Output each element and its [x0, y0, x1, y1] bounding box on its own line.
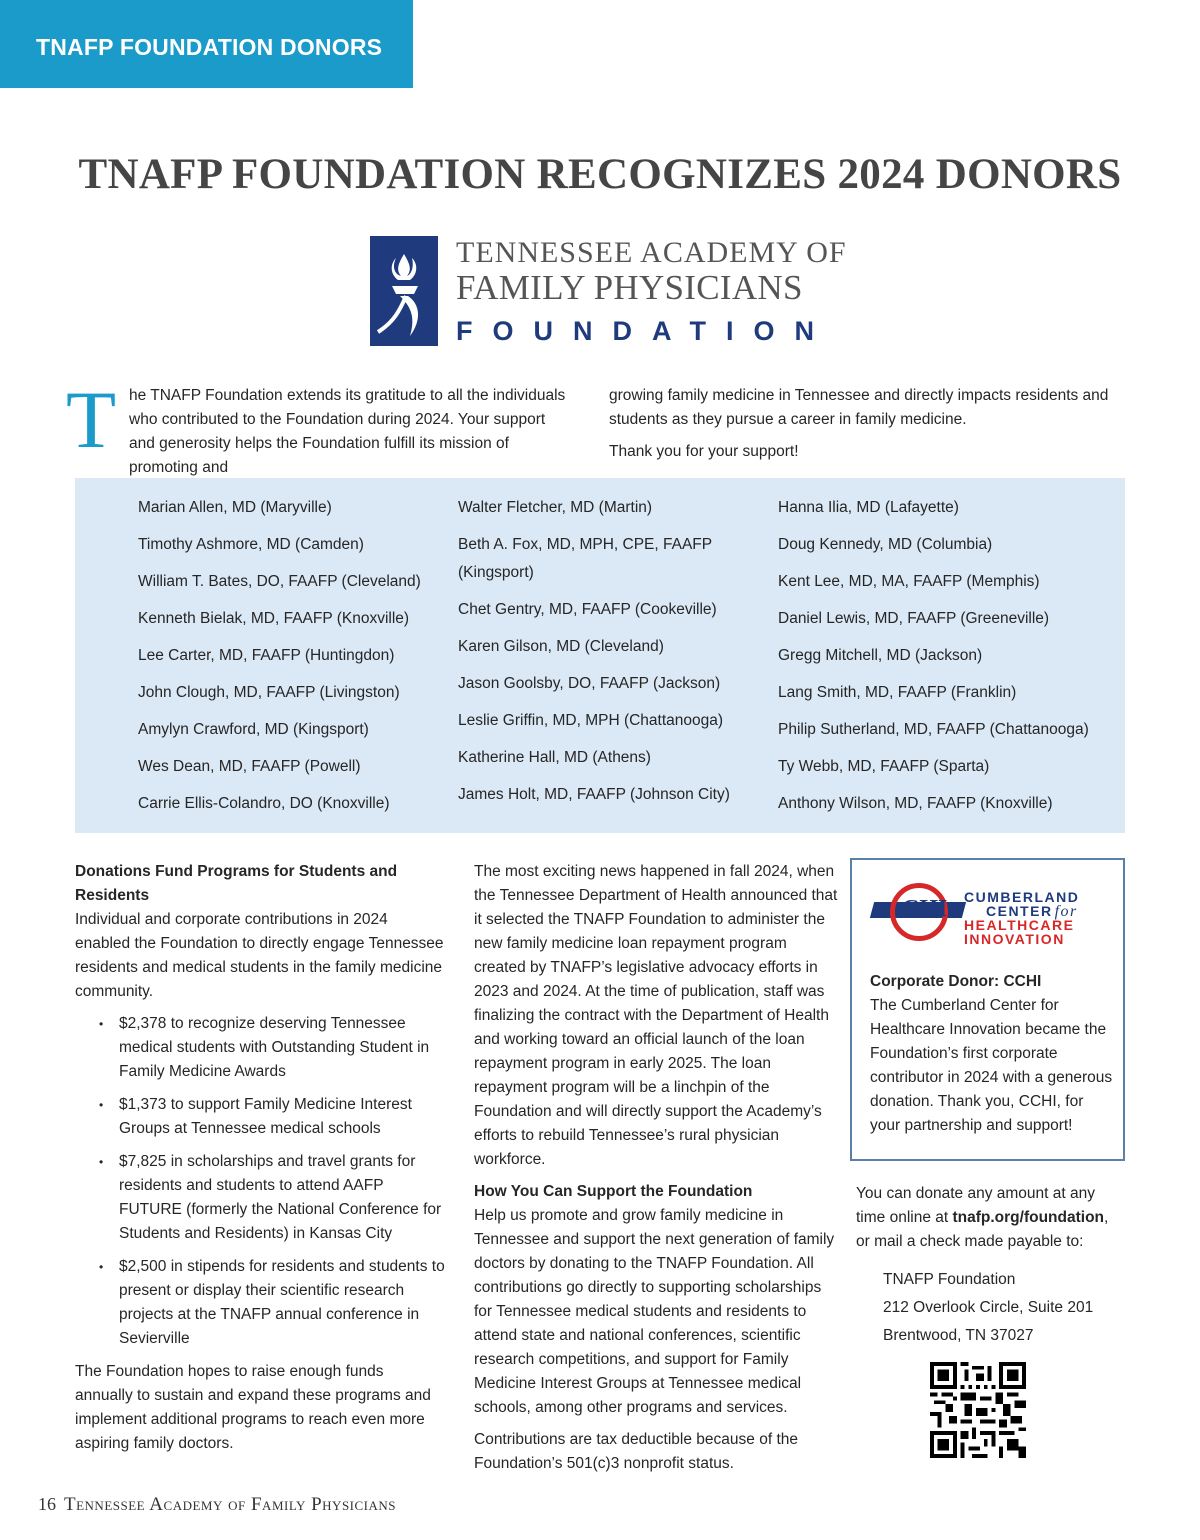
donor-name: Hanna Ilia, MD (Lafayette) [778, 499, 959, 516]
qr-code-icon[interactable] [930, 1362, 1026, 1458]
donor-name: Ty Webb, MD, FAAFP (Sparta) [778, 758, 990, 775]
donor-name: John Clough, MD, FAAFP (Livingston) [138, 684, 400, 701]
corporate-donor-box [850, 858, 1125, 1161]
logo-line2: FAMILY PHYSICIANS [456, 268, 803, 307]
news-body: The most exciting news happened in fall 2024, when the Tennessee Department of Health announced that it selected the TNAFP Foundation to administer the new family medicine loan repayment program created by TNAFP’s legislative advocacy efforts in 2023 and 2024. At the time of publication, staff was finalizing the contract with the Department of Health and working toward an official launch of the loan repayment program in early 2025. The loan repayment program will be a linchpin of the Foundation and will directly support the Academy’s efforts to rebuild Tennessee’s rural physician workforce. [474, 863, 838, 1168]
news-column [474, 860, 840, 1484]
cchi-monogram: CHI [902, 896, 948, 922]
list-item: • $7,825 in scholarships and travel grants for residents and students to attend AAFP FUTURE (formerly the National Conference for Students and Residents) in Kansas City [99, 1150, 445, 1246]
donor-name: Lang Smith, MD, FAAFP (Franklin) [778, 684, 1017, 701]
donor-name: Anthony Wilson, MD, FAAFP (Knoxville) [778, 795, 1053, 812]
cchi-logo [872, 878, 1107, 948]
section-tab-label: TNAFP FOUNDATION DONORS [36, 34, 383, 60]
list-item: • $2,378 to recognize deserving Tennessee medical students with Outstanding Student in Family Medicine Awards [99, 1012, 445, 1084]
donor-name: Lee Carter, MD, FAAFP (Huntingdon) [138, 647, 395, 664]
list-item: • $1,373 to support Family Medicine Interest Groups at Tennessee medical schools [99, 1093, 445, 1141]
donor-name: Leslie Griffin, MD, MPH (Chattanooga) [458, 712, 724, 729]
list-item: • $2,500 in stipends for residents and students to present or display their scientific research projects at the TNAFP annual conference in Sevierville [99, 1255, 445, 1351]
intro-thanks: Thank you for your support! [609, 443, 799, 460]
cchi-logo-for: for [1054, 903, 1078, 920]
donor-name: Kenneth Bielak, MD, FAAFP (Knoxville) [138, 610, 410, 627]
section-tab [0, 0, 413, 88]
donor-name: Beth A. Fox, MD, MPH, CPE, FAAFP (Kingsport) [458, 536, 712, 581]
cchi-logo-line1: CUMBERLAND [964, 889, 1080, 905]
logo-line1: TENNESSEE ACADEMY OF [456, 236, 847, 269]
donor-name: Kent Lee, MD, MA, FAAFP (Memphis) [778, 573, 1040, 590]
support-heading: How You Can Support the Foundation [474, 1183, 753, 1200]
torch-icon [370, 236, 438, 346]
page-footer [38, 1494, 396, 1516]
donor-name: Timothy Ashmore, MD (Camden) [138, 536, 364, 553]
programs-list [99, 1012, 445, 1351]
drop-cap: T [66, 374, 117, 465]
donate-text-after: , or mail a check made payable to: [856, 1209, 1109, 1250]
donor-name: Katherine Hall, MD (Athens) [458, 749, 651, 766]
programs-closing: The Foundation hopes to raise enough funds annually to sustain and expand these programs and implement additional programs to reach even more aspiring family doctors. [75, 1363, 431, 1452]
programs-column [75, 860, 445, 1464]
mailing-address [883, 1266, 1093, 1350]
cchi-logo-line3: HEALTHCARE [964, 917, 1075, 933]
donor-list [75, 478, 1125, 833]
address-line: Brentwood, TN 37027 [883, 1327, 1034, 1344]
donor-name: Wes Dean, MD, FAAFP (Powell) [138, 758, 361, 775]
donor-name: Walter Fletcher, MD (Martin) [458, 499, 653, 516]
programs-body: Individual and corporate contributions in 2024 enabled the Foundation to directly engage Tennessee residents and medical students in the family medicine community. [75, 911, 444, 1000]
donor-name: Chet Gentry, MD, FAAFP (Cookeville) [458, 601, 717, 618]
donor-name: Jason Goolsby, DO, FAAFP (Jackson) [458, 675, 721, 692]
intro-right-text: growing family medicine in Tennessee and directly impacts residents and students as they pursue a career in family medicine. [609, 387, 1109, 428]
foundation-logo [370, 236, 847, 346]
programs-heading: Donations Fund Programs for Students and Residents [75, 863, 398, 904]
publication-name: Tennessee Academy of Family Physicians [64, 1494, 397, 1515]
donor-name: James Holt, MD, FAAFP (Johnson City) [458, 786, 730, 803]
donor-column-3 [778, 494, 1098, 827]
logo-line3: FOUNDATION [456, 316, 834, 346]
donor-column-2 [458, 494, 738, 818]
corporate-body: The Cumberland Center for Healthcare Innovation became the Foundation’s first corporate contributor in 2024 with a generous donation. Thank you, CCHI, for your partnership and support! [870, 997, 1113, 1134]
donate-text-before: You can donate any amount at any time online at [856, 1185, 1096, 1226]
donate-instructions [856, 1182, 1126, 1254]
tax-note: Contributions are tax deductible because of the Foundation’s 501(c)3 nonprofit status. [474, 1431, 798, 1472]
donor-name: Daniel Lewis, MD, FAAFP (Greeneville) [778, 610, 1050, 627]
page-title: TNAFP FOUNDATION RECOGNIZES 2024 DONORS [78, 151, 1122, 198]
corporate-heading: Corporate Donor: CCHI [870, 973, 1042, 990]
cchi-logo-line4: INNOVATION [964, 931, 1065, 947]
donor-name: Philip Sutherland, MD, FAAFP (Chattanooga) [778, 721, 1089, 738]
donor-name: Amylyn Crawford, MD (Kingsport) [138, 721, 369, 738]
donor-name: William T. Bates, DO, FAAFP (Cleveland) [138, 573, 421, 590]
intro-left-text: he TNAFP Foundation extends its gratitude to all the individuals who contributed to the Foundation during 2024. Your support and generosity helps the Foundation fulfill its mission of promoting and [129, 387, 566, 476]
page-number: 16 [38, 1494, 56, 1514]
support-body: Help us promote and grow family medicine in Tennessee and support the next generation of family doctors by donating to the TNAFP Foundation. All contributions go directly to supporting scholarships for Tennessee medical students and residents to attend state and national conferences, scientific research competitions, and support for Family Medicine Interest Groups at Tennessee medical schools, among other programs and services. [474, 1207, 835, 1416]
address-line: 212 Overlook Circle, Suite 201 [883, 1299, 1094, 1316]
cchi-logo-center: CENTER [986, 903, 1053, 919]
donor-name: Marian Allen, MD (Maryville) [138, 499, 332, 516]
donor-column-1 [138, 494, 448, 827]
donor-name: Karen Gilson, MD (Cleveland) [458, 638, 664, 655]
corporate-donor-text [870, 970, 1115, 1138]
donor-name: Gregg Mitchell, MD (Jackson) [778, 647, 983, 664]
donate-link[interactable]: tnafp.org/foundation [952, 1209, 1105, 1226]
donor-name: Doug Kennedy, MD (Columbia) [778, 536, 993, 553]
donor-name: Carrie Ellis-Colandro, DO (Knoxville) [138, 795, 390, 812]
address-line: TNAFP Foundation [883, 1271, 1016, 1288]
